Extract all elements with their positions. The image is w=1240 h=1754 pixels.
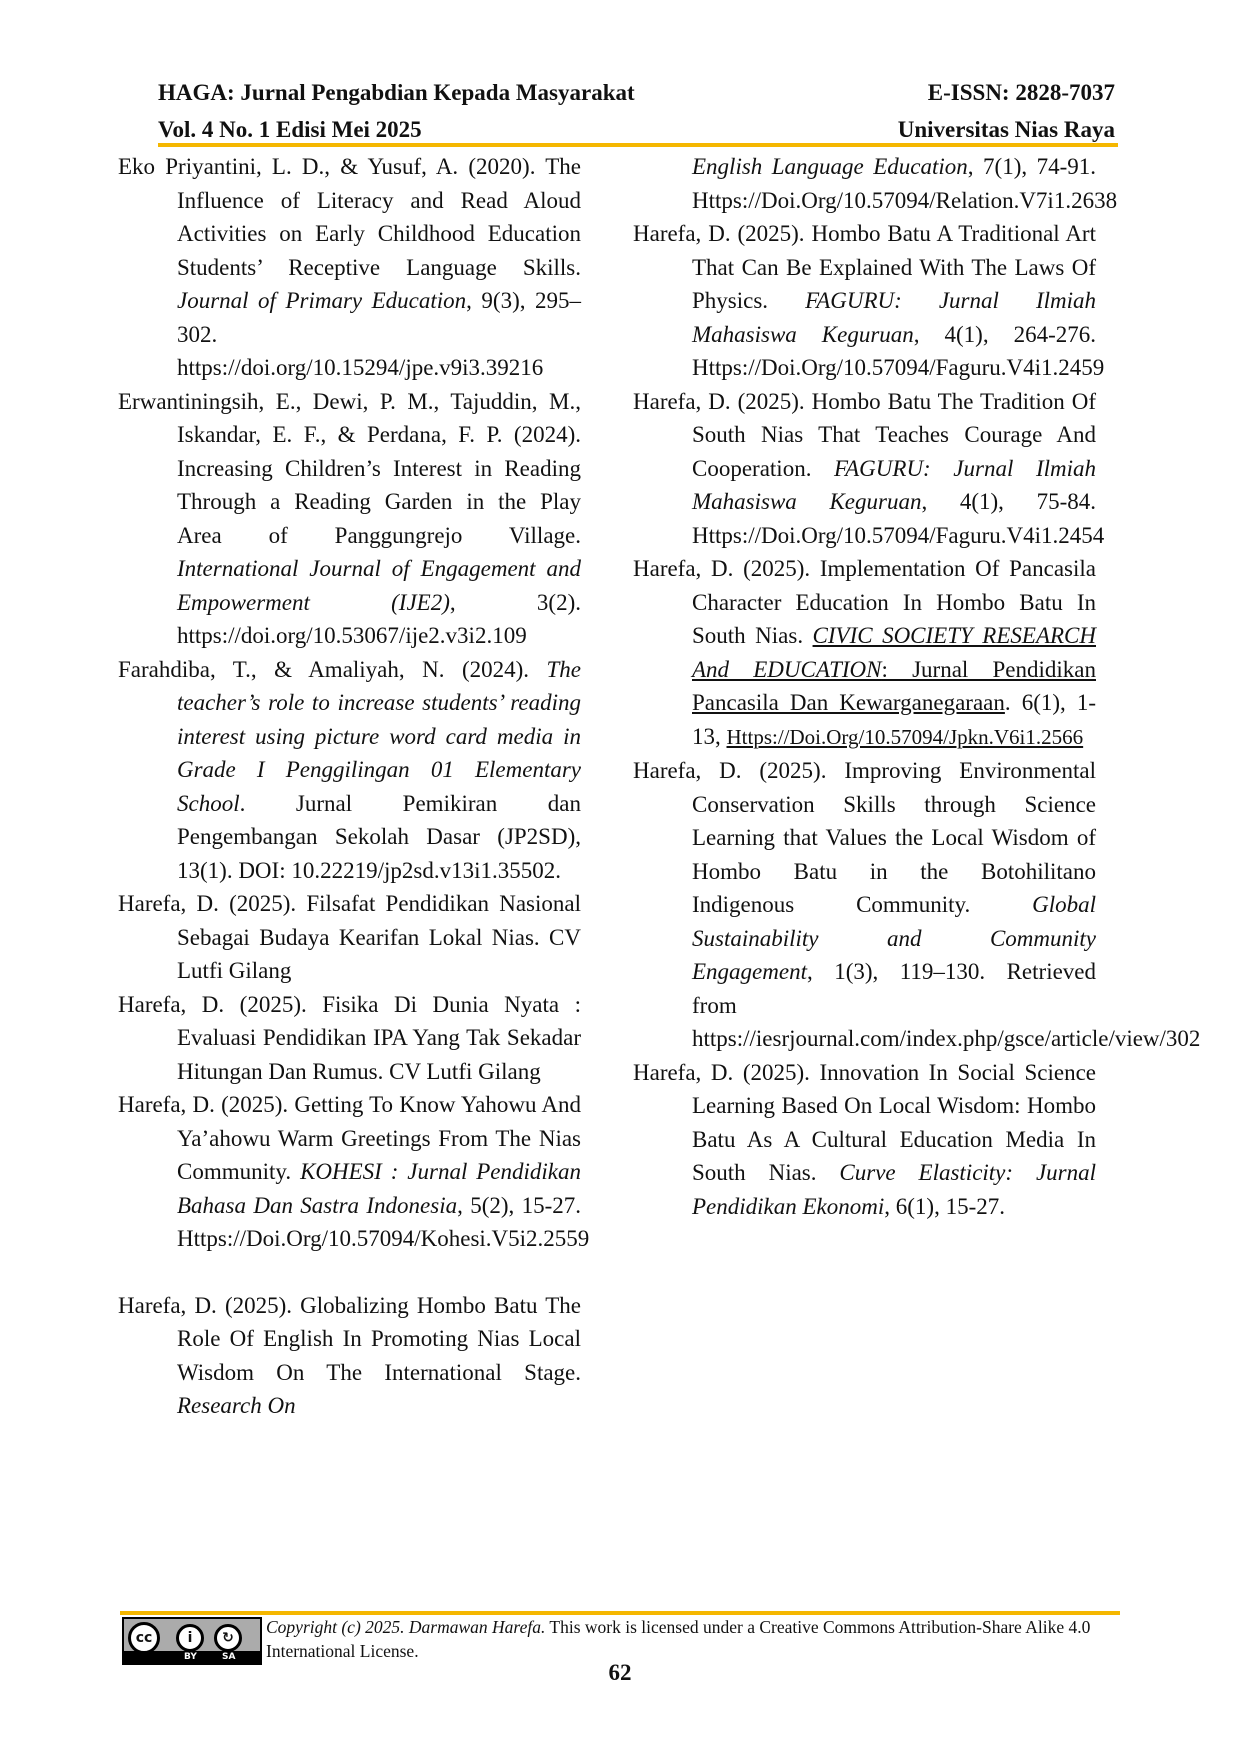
university: Universitas Nias Raya bbox=[897, 117, 1115, 142]
reference-entry: Harefa, D. (2025). Hombo Batu A Traditional Art That Can Be Explained With The Laws Of Physics. FAGURU: Jurnal Ilmiah Mahasiswa Keguruan, 4(1), 264-276. Https://Doi.Org/10.57094/Faguru.V4i1.2459 bbox=[633, 221, 1105, 380]
reference-entry: Harefa, D. (2025). Fisika Di Dunia Nyata : Evaluasi Pendidikan IPA Yang Tak Sekadar Hitungan Dan Rumus. CV Lutfi Gilang bbox=[118, 991, 581, 1084]
page-number: 62 bbox=[608, 1660, 632, 1685]
reference-entry: Farahdiba, T., & Amaliyah, N. (2024). The teacher’s role to increase students’ reading interest using picture word card media in Grade I Penggilingan 01 Elementary School. Jurnal Pemikiran dan Pengembangan Sekolah Dasar (JP2SD), 13(1). DOI: 10.22219/jp2sd.v13i1.35502. bbox=[118, 656, 581, 883]
cc-icon: cc bbox=[128, 1622, 160, 1654]
reference-entry: Harefa, D. (2025). Implementation Of Pancasila Character Education In Hombo Batu In South Nias. CIVIC SOCIETY RESEARCH And EDUCATION: Jurnal Pendidikan Pancasila Dan Kewarganegaraan. 6(1), 1-13, Https://Doi.Org/10.57094/Jpkn.V6i1.2566 bbox=[633, 556, 1096, 749]
cc-by-sa-badge-icon: cc i ↻ BY SA bbox=[122, 1617, 262, 1665]
license-text: Copyright (c) 2025. Darmawan Harefa. This work is licensed under a Creative Commons Attribution-Share Alike 4.0 International License. bbox=[266, 1617, 1091, 1661]
reference-entry: Harefa, D. (2025). Getting To Know Yahowu And Ya’ahowu Warm Greetings From The Nias Community. KOHESI : Jurnal Pendidikan Bahasa Dan Sastra Indonesia, 5(2), 15-27. Https://Doi.Org/10.57094/Kohesi.V5i2.2559 bbox=[118, 1092, 590, 1251]
reference-entry: Harefa, D. (2025). Improving Environmental Conservation Skills through Science Learning that Values the Local Wisdom of Hombo Batu in the Botohilitano Indigenous Community. Global Sustainability and Community Engagement, 1(3), 119–130. Retrieved from https://iesrjournal.com/index.php/gsce/article/view/302 bbox=[633, 758, 1201, 1051]
reference-entry: Harefa, D. (2025). Filsafat Pendidikan Nasional Sebagai Budaya Kearifan Lokal Nias. CV Lutfi Gilang bbox=[118, 891, 581, 983]
header-rule bbox=[158, 143, 1118, 147]
attribution-icon: i bbox=[176, 1624, 204, 1652]
share-alike-icon: ↻ bbox=[214, 1624, 242, 1652]
right-column bbox=[633, 150, 1201, 1223]
issn: E-ISSN: 2828-7037 bbox=[927, 80, 1115, 105]
reference-entry: Erwantiningsih, E., Dewi, P. M., Tajuddin, M., Iskandar, E. F., & Perdana, F. P. (2024). Increasing Children’s Interest in Reading Through a Reading Garden in the Play Area of Panggungrejo Village. International Journal of Engagement and Empowerment (IJE2), 3(2). https://doi.org/10.53067/ije2.v3i2.109 bbox=[118, 388, 581, 648]
reference-entry: Harefa, D. (2025). Hombo Batu The Tradition Of South Nias That Teaches Courage And Cooperation. FAGURU: Jurnal Ilmiah Mahasiswa Keguruan, 4(1), 75-84. Https://Doi.Org/10.57094/Faguru.V4i1.2454 bbox=[633, 388, 1105, 548]
reference-entry: Harefa, D. (2025). Innovation In Social Science Learning Based On Local Wisdom: Hombo Batu As A Cultural Education Media In South Nias. Curve Elasticity: Jurnal Pendidikan Ekonomi, 6(1), 15-27. bbox=[633, 1059, 1096, 1219]
doi-link[interactable]: Https://Doi.Org/10.57094/Jpkn.V6i1.2566 bbox=[726, 724, 1084, 749]
left-column bbox=[118, 150, 590, 1423]
reference-entry: Harefa, D. (2025). Globalizing Hombo Batu The Role Of English In Promoting Nias Local Wisdom On The International Stage. Research On bbox=[118, 1292, 581, 1418]
journal-title: HAGA: Jurnal Pengabdian Kepada Masyarakat bbox=[158, 80, 635, 105]
reference-continuation: English Language Education, 7(1), 74-91. Https://Doi.Org/10.57094/Relation.V7i1.2638 bbox=[692, 154, 1118, 213]
reference-entry: Eko Priyantini, L. D., & Yusuf, A. (2020). The Influence of Literacy and Read Aloud Activities on Early Childhood Education Students’ Receptive Language Skills. Journal of Primary Education, 9(3), 295–302. https://doi.org/10.15294/jpe.v9i3.39216 bbox=[118, 154, 581, 380]
volume-issue: Vol. 4 No. 1 Edisi Mei 2025 bbox=[158, 117, 422, 142]
